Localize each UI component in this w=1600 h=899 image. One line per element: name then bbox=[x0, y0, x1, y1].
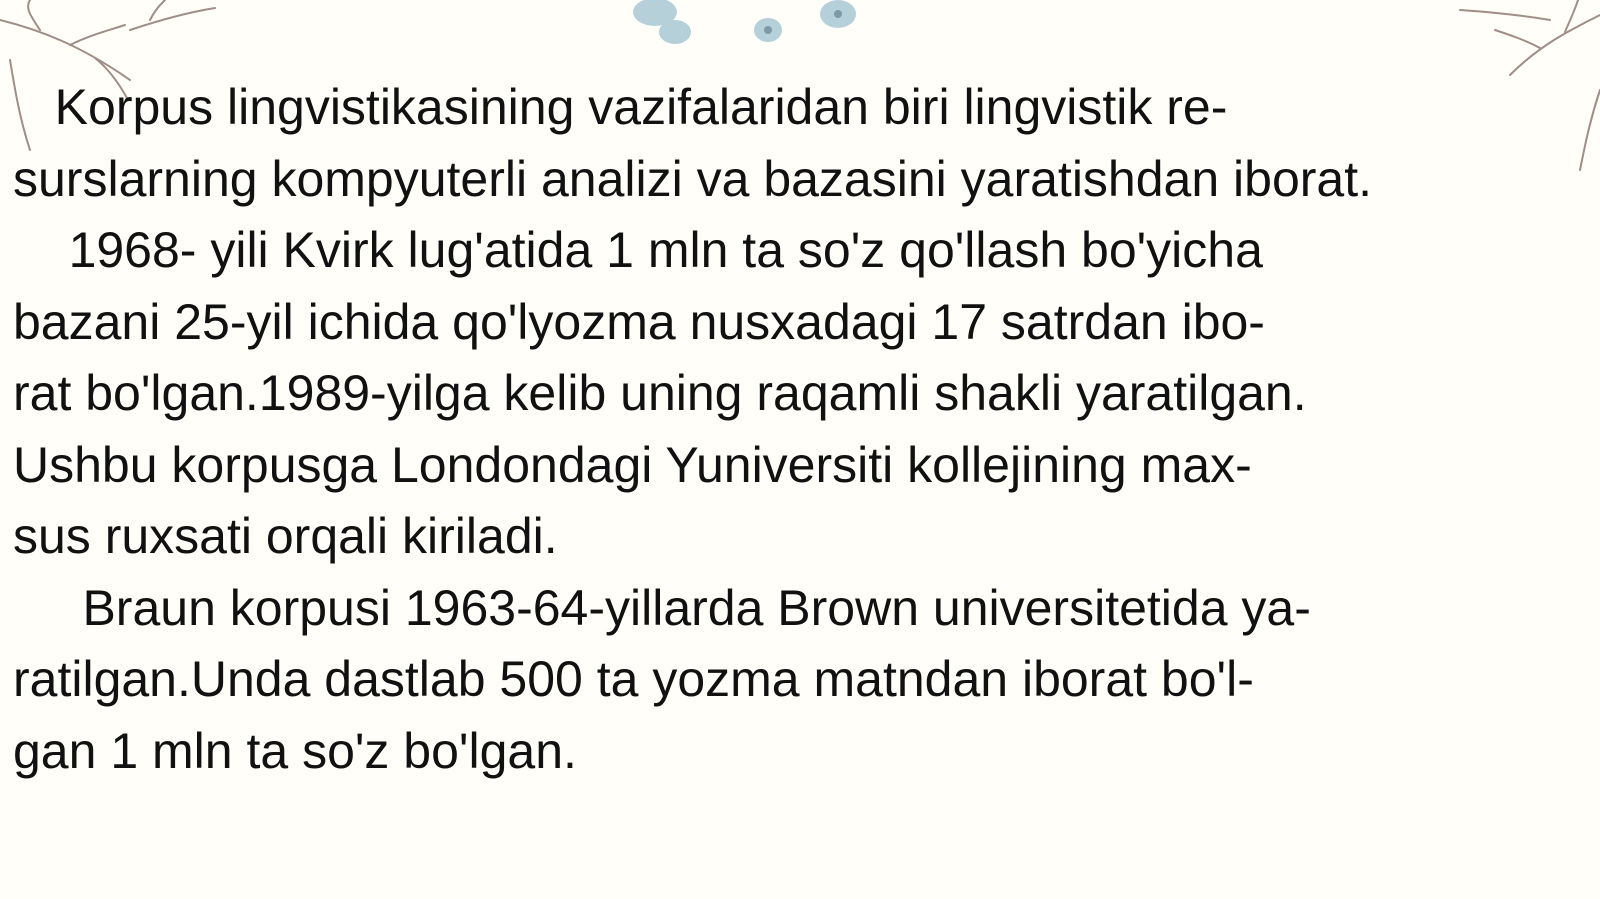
flower-decoration bbox=[600, 0, 900, 70]
text-line-9: ratilgan.Unda dastlab 500 ta yozma matndan iborat bo'l- bbox=[13, 651, 1254, 707]
body-text bbox=[13, 72, 1573, 787]
text-line-6: Ushbu korpusga Londondagi Yuniversiti kollejining max- bbox=[13, 436, 1252, 493]
text-line-3: 1968- yili Kvirk lug'atida 1 mln ta so'z qo'llash bo'yicha bbox=[13, 222, 1263, 278]
text-line-8: Braun korpusi 1963-64-yillarda Brown universitetida ya- bbox=[13, 579, 1311, 636]
text-line-2: surslarning kompyuterli analizi va bazasini yaratishdan iborat. bbox=[13, 150, 1373, 207]
text-line-7: sus ruxsati orqali kiriladi. bbox=[13, 508, 558, 564]
text-line-10: gan 1 mln ta so'z bo'lgan. bbox=[13, 722, 577, 779]
text-line-5: rat bo'lgan.1989-yilga kelib uning raqamli shakli yaratilgan. bbox=[13, 365, 1307, 421]
text-line-4: bazani 25-yil ichida qo'lyozma nusxadagi 17 satrdan ibo- bbox=[13, 293, 1265, 350]
text-line-1: Korpus lingvistikasining vazifalaridan biri lingvistik re- bbox=[13, 79, 1228, 135]
